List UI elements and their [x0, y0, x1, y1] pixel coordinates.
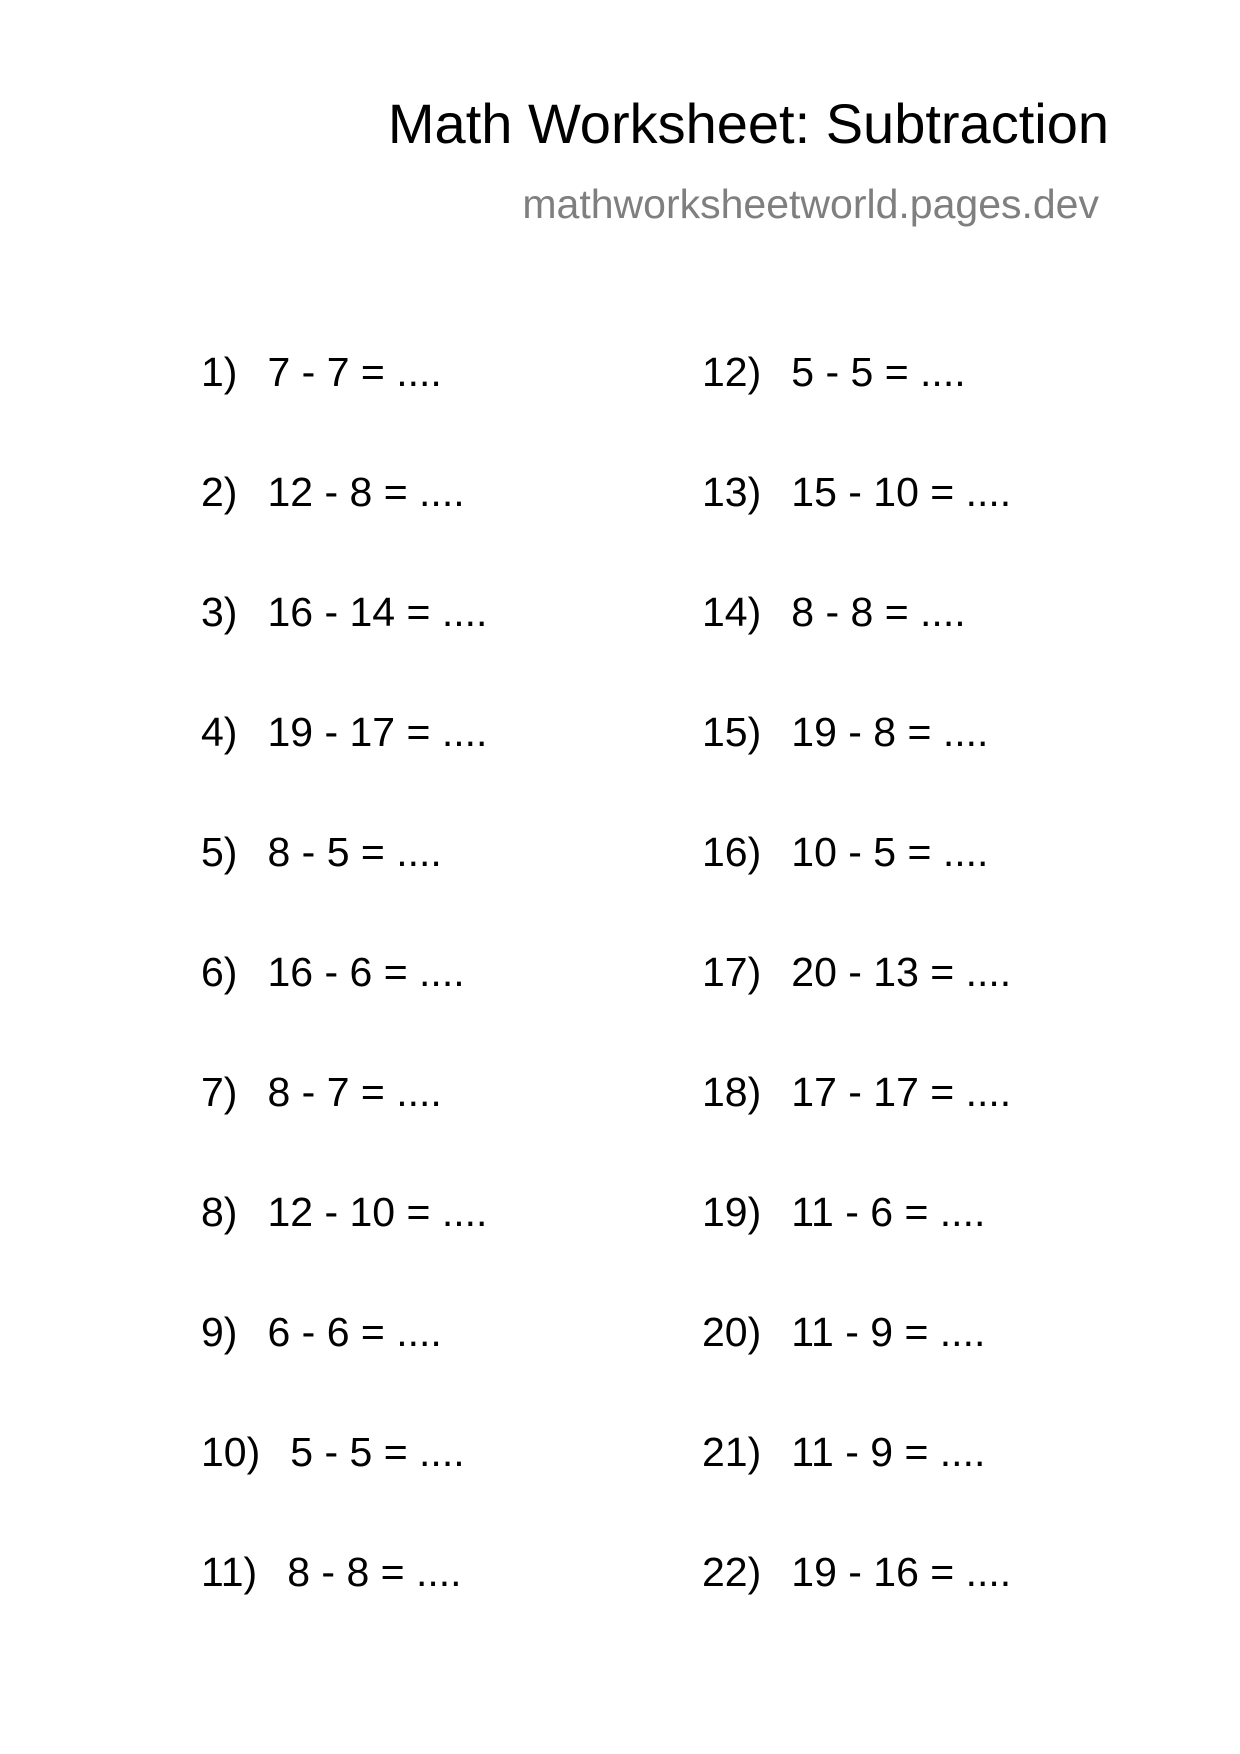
problem-number: 12)	[702, 349, 762, 395]
problem-expression: 12 - 10 = ....	[267, 1189, 488, 1235]
problem-number: 1)	[201, 349, 238, 395]
problem-expression: 6 - 6 = ....	[267, 1309, 442, 1355]
problem-number: 6)	[201, 949, 238, 995]
problem-column-right	[702, 349, 1012, 1672]
problem-number: 2)	[201, 469, 238, 515]
problem-item	[201, 1309, 487, 1432]
problem-item	[702, 1309, 1011, 1432]
problem-expression: 15 - 10 = ....	[791, 469, 1012, 515]
problem-item	[201, 1429, 487, 1552]
problem-expression: 20 - 13 = ....	[791, 949, 1012, 995]
problem-number: 16)	[702, 829, 762, 875]
problem-number: 13)	[702, 469, 762, 515]
problem-expression: 8 - 7 = ....	[267, 1069, 442, 1115]
problem-expression: 16 - 6 = ....	[267, 949, 465, 995]
problem-expression: 11 - 9 = ....	[791, 1429, 986, 1475]
problem-item	[201, 709, 488, 832]
problem-expression: 5 - 5 = ....	[791, 349, 966, 395]
problem-number: 9)	[201, 1309, 238, 1355]
problem-number: 19)	[702, 1189, 762, 1235]
problem-item	[702, 1189, 1011, 1312]
worksheet-title: Math Worksheet: Subtraction	[387, 92, 1109, 155]
problem-item	[702, 1429, 1011, 1552]
problem-expression: 7 - 7 = ....	[267, 349, 442, 395]
problem-expression: 19 - 16 = ....	[791, 1549, 1012, 1595]
problem-number: 10)	[201, 1429, 261, 1475]
problem-item	[702, 349, 1011, 472]
problem-item	[201, 829, 487, 952]
problem-expression: 17 - 17 = ....	[791, 1069, 1012, 1115]
problem-expression: 16 - 14 = ....	[267, 589, 488, 635]
problem-number: 7)	[201, 1069, 238, 1115]
problem-number: 22)	[702, 1549, 762, 1595]
problem-item	[201, 469, 487, 592]
problem-expression: 5 - 5 = ....	[290, 1429, 465, 1475]
problem-number: 8)	[201, 1189, 238, 1235]
problem-item	[702, 829, 1011, 952]
worksheet-source: mathworksheetworld.pages.dev	[522, 181, 1099, 227]
problem-item	[201, 1189, 488, 1312]
problem-number: 11)	[201, 1549, 258, 1595]
problem-expression: 11 - 9 = ....	[791, 1309, 986, 1355]
problem-expression: 19 - 8 = ....	[791, 709, 989, 755]
problem-number: 20)	[702, 1309, 762, 1355]
problem-number: 5)	[201, 829, 238, 875]
problem-number: 4)	[201, 709, 238, 755]
problem-expression: 8 - 5 = ....	[267, 829, 442, 875]
problem-column-left	[201, 349, 488, 1672]
problem-number: 15)	[702, 709, 762, 755]
problem-number: 17)	[702, 949, 762, 995]
problem-number: 14)	[702, 589, 762, 635]
problem-item	[201, 1549, 487, 1672]
problem-expression: 8 - 8 = ....	[287, 1549, 462, 1595]
problem-number: 3)	[201, 589, 238, 635]
problem-item	[702, 1549, 1012, 1672]
problem-item	[702, 709, 1011, 832]
problem-number: 21)	[702, 1429, 762, 1475]
problem-item	[702, 589, 1011, 712]
problem-expression: 8 - 8 = ....	[791, 589, 966, 635]
problem-item	[201, 1069, 487, 1192]
problem-item	[702, 1069, 1012, 1192]
problem-item	[201, 949, 487, 1072]
problem-number: 18)	[702, 1069, 762, 1115]
problem-item	[702, 469, 1012, 592]
problem-expression: 12 - 8 = ....	[267, 469, 465, 515]
problem-item	[702, 949, 1012, 1072]
problem-expression: 11 - 6 = ....	[791, 1189, 986, 1235]
problem-item	[201, 589, 488, 712]
problem-item	[201, 349, 487, 472]
problem-expression: 10 - 5 = ....	[791, 829, 989, 875]
problem-expression: 19 - 17 = ....	[267, 709, 488, 755]
